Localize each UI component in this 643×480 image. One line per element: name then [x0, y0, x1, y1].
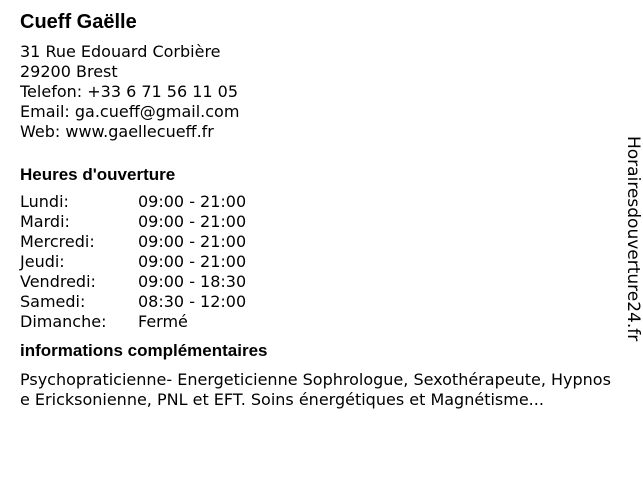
city-address: 29200 Brest — [20, 62, 118, 81]
time-value: 09:00 - 18:30 — [138, 272, 247, 291]
hours-row-tuesday — [20, 212, 620, 232]
hours-row-wednesday — [20, 232, 620, 252]
day-label: Jeudi: — [20, 252, 65, 271]
web-line: Web: www.gaellecueff.fr — [20, 122, 214, 141]
brand-link[interactable]: Horairesdouverture24.fr — [623, 136, 643, 342]
phone-line: Telefon: +33 6 71 56 11 05 — [20, 82, 239, 101]
time-value: Fermé — [138, 312, 188, 331]
hours-row-thursday — [20, 252, 620, 272]
hours-row-saturday — [20, 292, 620, 312]
business-card — [20, 8, 620, 410]
hours-title: Heures d'ouverture — [20, 165, 176, 184]
opening-hours-table — [20, 192, 620, 332]
info-title: informations complémentaires — [20, 341, 268, 360]
time-value: 09:00 - 21:00 — [138, 232, 247, 251]
day-label: Vendredi: — [20, 272, 96, 291]
day-label: Samedi: — [20, 292, 86, 311]
business-name: Cueff Gaëlle — [20, 11, 137, 33]
day-label: Lundi: — [20, 192, 69, 211]
day-label: Mardi: — [20, 212, 70, 231]
day-label: Mercredi: — [20, 232, 95, 251]
address-block — [20, 42, 620, 142]
hours-row-sunday — [20, 312, 620, 332]
time-value: 09:00 - 21:00 — [138, 212, 247, 231]
street-address: 31 Rue Edouard Corbière — [20, 42, 221, 61]
hours-row-friday — [20, 272, 620, 292]
time-value: 09:00 - 21:00 — [138, 192, 247, 211]
day-label: Dimanche: — [20, 312, 107, 331]
time-value: 08:30 - 12:00 — [138, 292, 247, 311]
time-value: 09:00 - 21:00 — [138, 252, 247, 271]
email-line: Email: ga.cueff@gmail.com — [20, 102, 240, 121]
hours-row-monday — [20, 192, 620, 212]
info-description: Psychopraticienne- Energeticienne Sophrologue, Sexothérapeute, Hypnose Ericksonienne, PNL et EFT. Soins énergétiques et Magnétisme... — [20, 370, 611, 409]
